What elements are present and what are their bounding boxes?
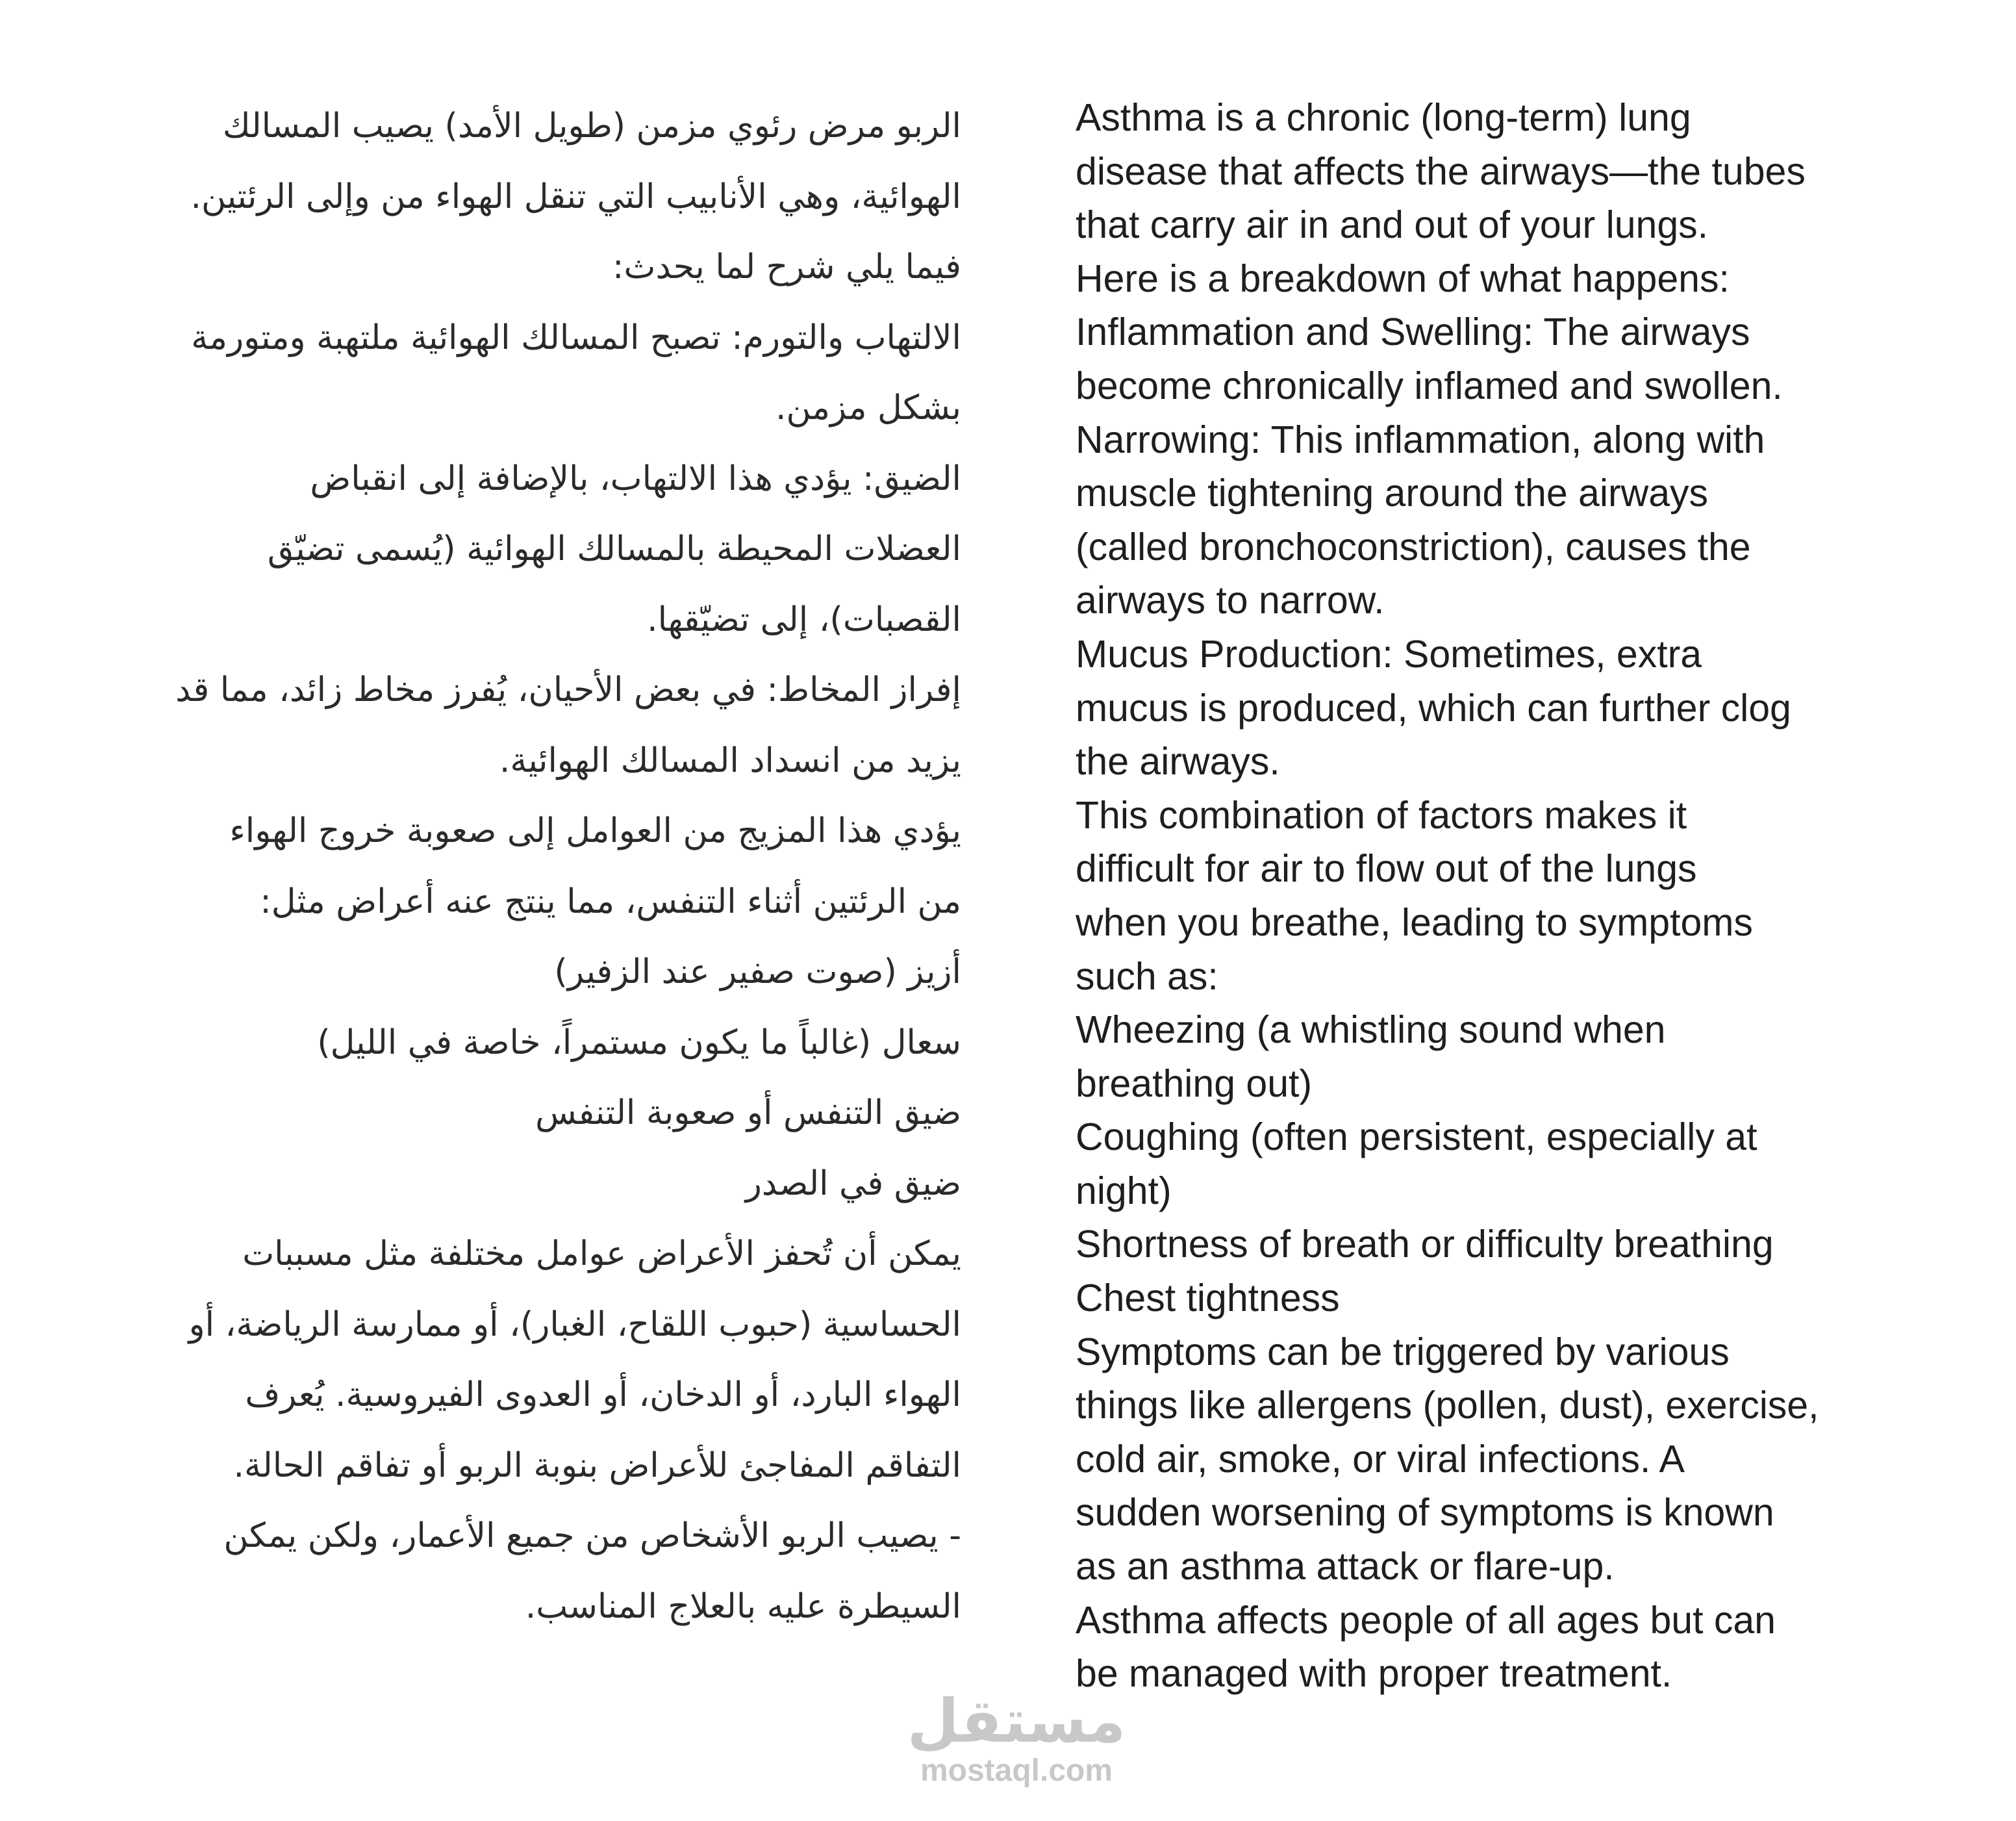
arabic-line: ضيق في الصدر (745, 1164, 961, 1203)
english-line: muscle tightening around the airways (1076, 472, 1709, 515)
english-line: Symptoms can be triggered by various (1076, 1330, 1730, 1373)
arabic-line: الهوائية، وهي الأنابيب التي تنقل الهواء من وإلى الرئتين. (190, 177, 961, 216)
english-line: Asthma is a chronic (long-term) lung (1076, 96, 1691, 139)
arabic-line: يزيد من انسداد المسالك الهوائية. (499, 741, 961, 780)
english-line: breathing out) (1076, 1062, 1313, 1105)
arabic-text-column (130, 91, 961, 1642)
english-line: Narrowing: This inflammation, along with (1076, 418, 1765, 461)
english-line: cold air, smoke, or viral infections. A (1076, 1437, 1685, 1481)
arabic-line: العضلات المحيطة بالمسالك الهوائية (يُسمى تضيّق (267, 529, 961, 568)
arabic-line: السيطرة عليه بالعلاج المناسب. (525, 1586, 961, 1626)
english-line: Wheezing (a whistling sound when (1076, 1008, 1666, 1052)
arabic-line: القصبات)، إلى تضيّقها. (647, 600, 961, 639)
english-line: This combination of factors makes it (1076, 793, 1687, 837)
english-line: that carry air in and out of your lungs. (1076, 203, 1709, 247)
english-line: night) (1076, 1169, 1172, 1212)
arabic-line: الحساسية (حبوب اللقاح، الغبار)، أو ممارسة الرياضة، أو (188, 1305, 961, 1344)
english-text-column (1076, 91, 1939, 1701)
english-line: such as: (1076, 954, 1218, 998)
arabic-line: التفاقم المفاجئ للأعراض بنوبة الربو أو تفاقم الحالة. (233, 1445, 961, 1485)
arabic-line: - يصيب الربو الأشخاص من جميع الأعمار، ولكن يمكن (223, 1516, 961, 1555)
english-line: become chronically inflamed and swollen. (1076, 364, 1783, 407)
arabic-line: يمكن أن تُحفز الأعراض عوامل مختلفة مثل مسببات (242, 1234, 961, 1273)
arabic-line: الهواء البارد، أو الدخان، أو العدوى الفيروسية. يُعرف (245, 1375, 961, 1414)
arabic-line: الربو مرض رئوي مزمن (طويل الأمد) يصيب المسالك (222, 107, 961, 146)
arabic-line: بشكل مزمن. (775, 388, 961, 427)
english-line: Here is a breakdown of what happens: (1076, 257, 1730, 300)
english-line: Shortness of breath or difficulty breathing (1076, 1223, 1774, 1266)
arabic-line: سعال (غالباً ما يكون مستمراً، خاصة في الليل) (317, 1023, 961, 1062)
arabic-line: من الرئتين أثناء التنفس، مما ينتج عنه أعراض مثل: (260, 882, 961, 921)
english-line: when you breathe, leading to symptoms (1076, 900, 1753, 944)
english-line: Asthma affects people of all ages but can (1076, 1598, 1776, 1642)
arabic-line: يؤدي هذا المزيج من العوامل إلى صعوبة خروج الهواء (229, 811, 961, 850)
arabic-line: ضيق التنفس أو صعوبة التنفس (535, 1093, 961, 1132)
english-line: sudden worsening of symptoms is known (1076, 1491, 1774, 1534)
english-line: difficult for air to flow out of the lungs (1076, 847, 1697, 891)
english-line: Coughing (often persistent, especially at (1076, 1115, 1758, 1159)
arabic-line: فيما يلي شرح لما يحدث: (612, 248, 961, 287)
english-line: airways to narrow. (1076, 579, 1385, 622)
english-line: disease that affects the airways—the tubes (1076, 149, 1806, 193)
arabic-line: إفراز المخاط: في بعض الأحيان، يُفرز مخاط زائد، مما قد (175, 670, 961, 709)
english-line: Inflammation and Swelling: The airways (1076, 311, 1750, 354)
english-line: mucus is produced, which can further clog (1076, 686, 1791, 730)
watermark-arabic: مستقل (907, 1687, 1126, 1756)
english-line: be managed with proper treatment. (1076, 1652, 1672, 1696)
arabic-line: الضيق: يؤدي هذا الالتهاب، بالإضافة إلى انقباض (310, 459, 961, 498)
watermark-latin: mostaql.com (920, 1753, 1113, 1788)
english-line: as an asthma attack or flare-up. (1076, 1545, 1615, 1588)
english-line: things like allergens (pollen, dust), exercise, (1076, 1384, 1819, 1427)
english-line: Chest tightness (1076, 1277, 1340, 1320)
mostaql-watermark (890, 1689, 1143, 1788)
arabic-line: أزيز (صوت صفير عند الزفير) (554, 952, 961, 991)
arabic-line: الالتهاب والتورم: تصبح المسالك الهوائية ملتهبة ومتورمة (191, 318, 961, 357)
english-line: the airways. (1076, 740, 1280, 783)
english-line: (called bronchoconstriction), causes the (1076, 525, 1751, 568)
english-line: Mucus Production: Sometimes, extra (1076, 632, 1702, 676)
